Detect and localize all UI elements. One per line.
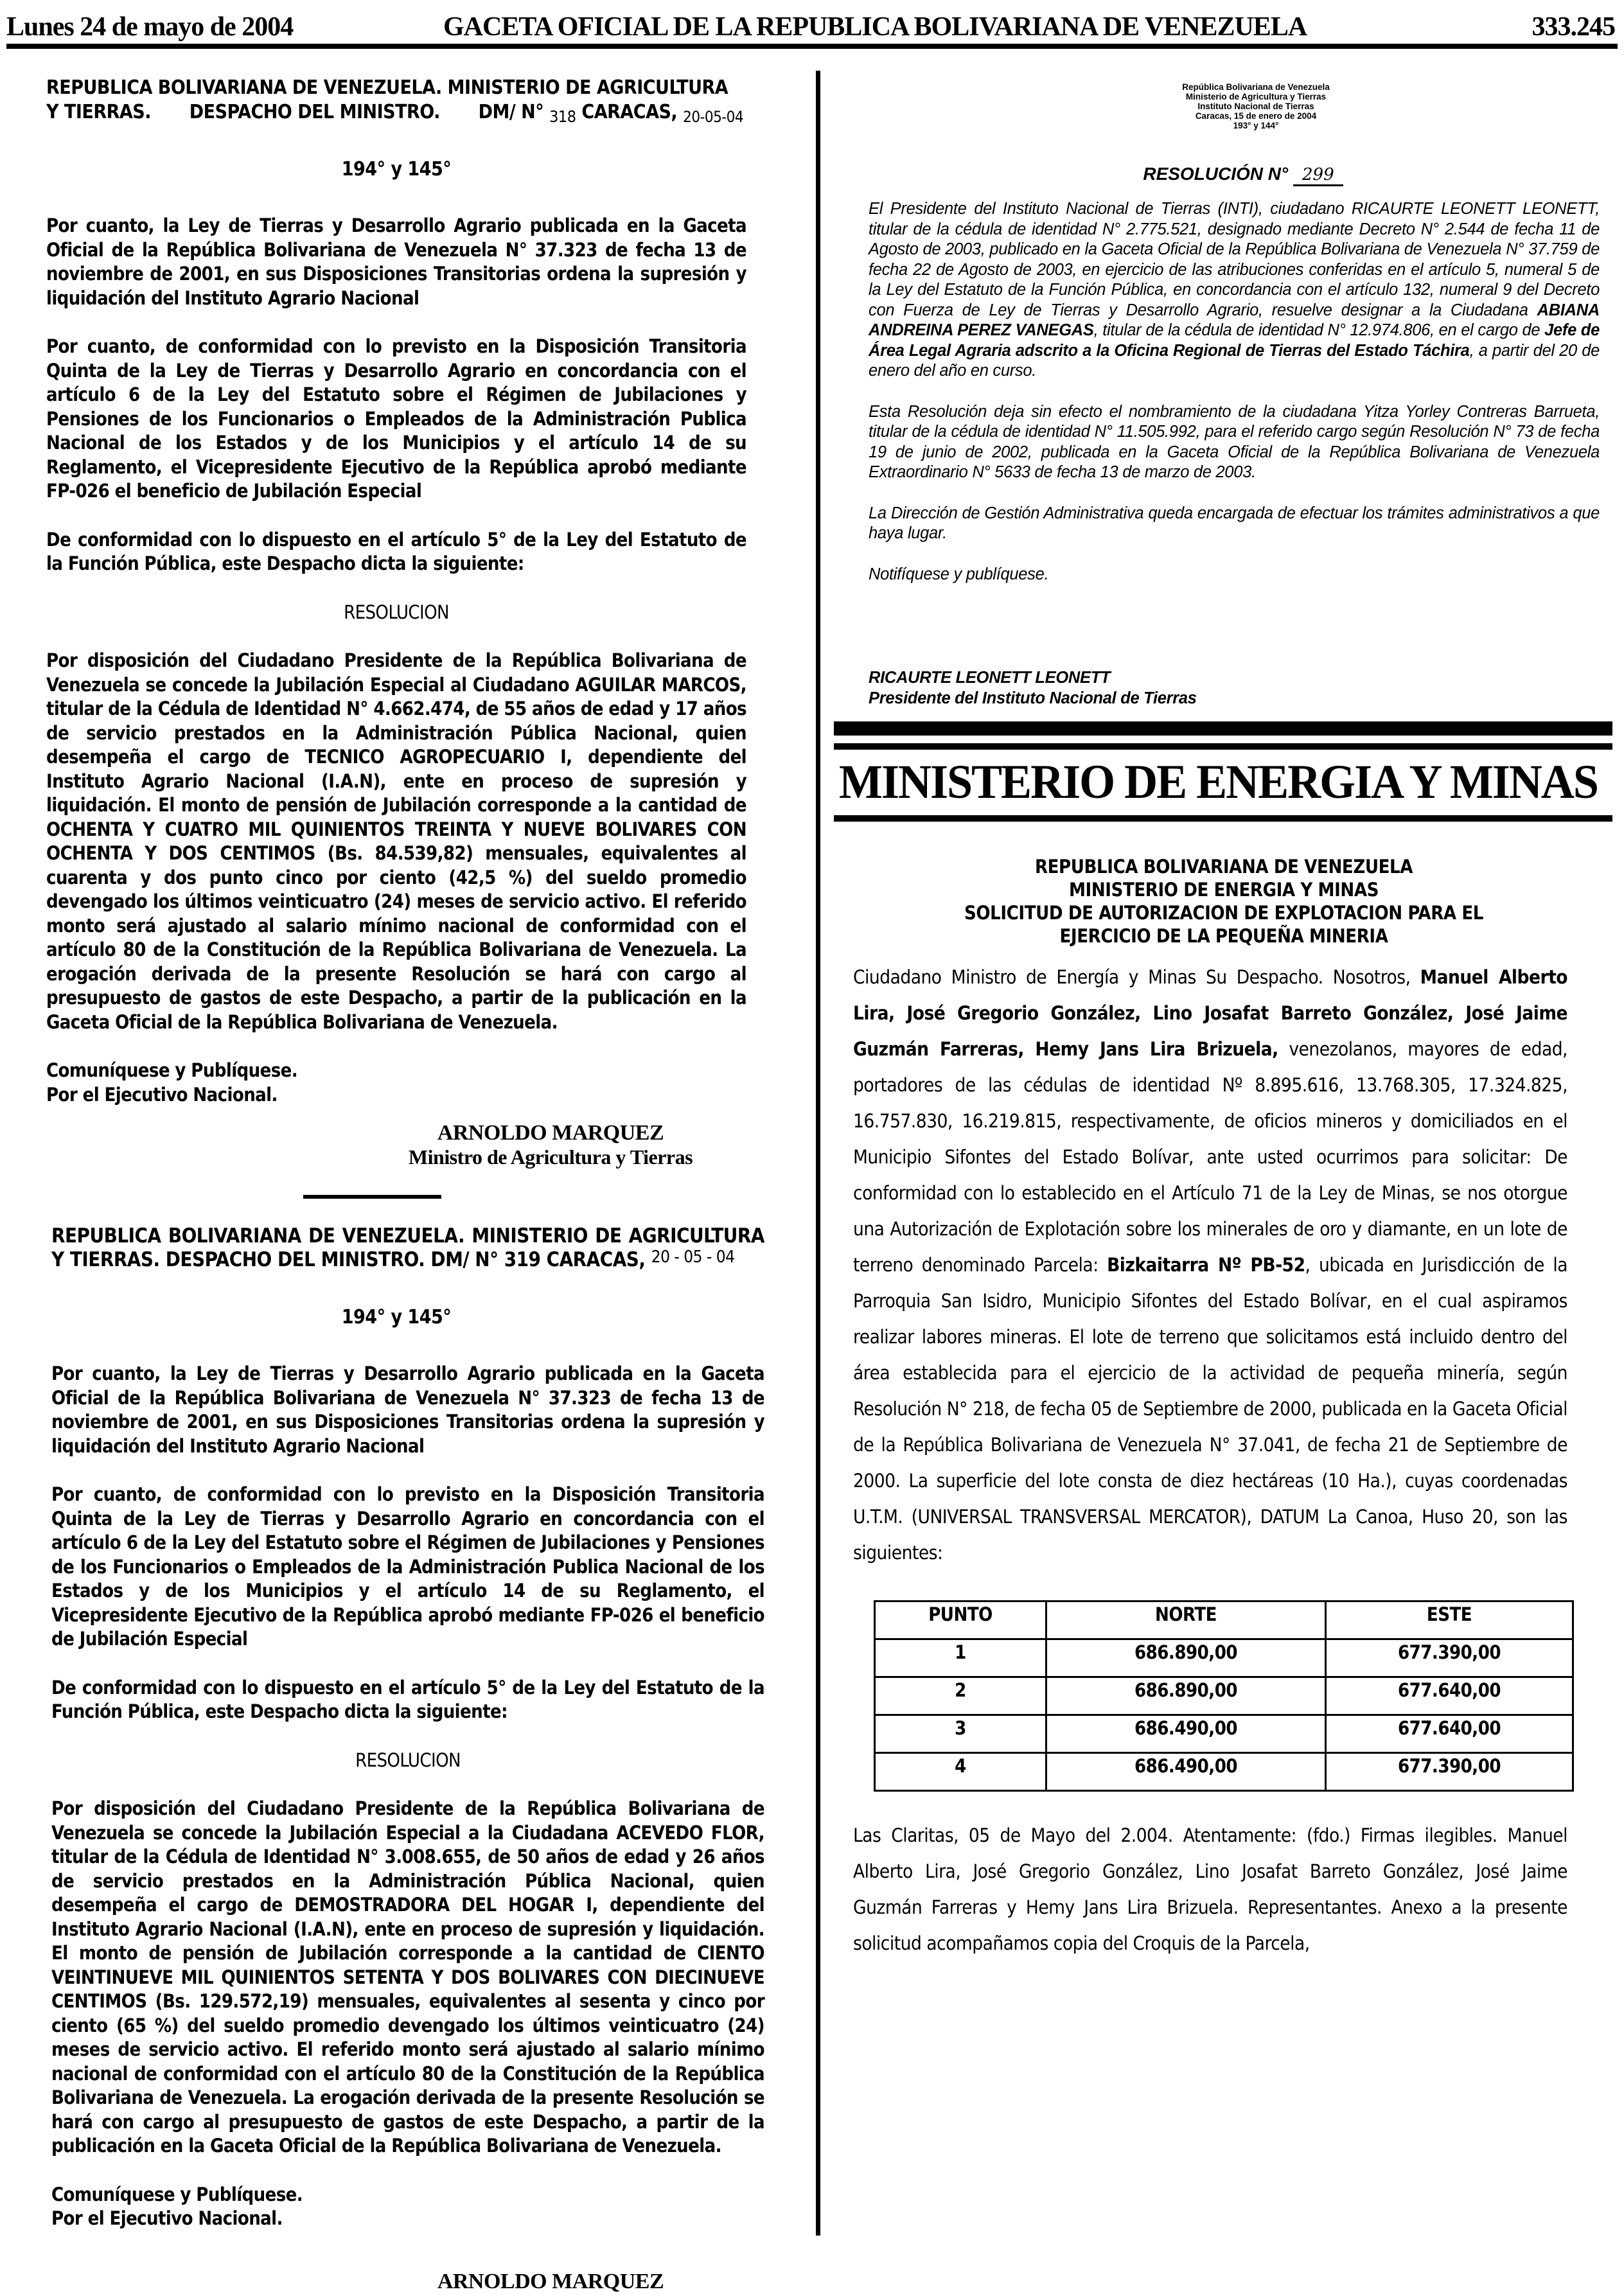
seal-line: Instituto Nacional de Tierras [1197, 101, 1314, 111]
resolution-date: 20-05-04 [683, 108, 744, 126]
header-text: REPUBLICA BOLIVARIANA DE VENEZUELA. MINISTERIO DE AGRICULTURA Y TIERRAS. DESPACHO DEL MINISTRO. [51, 1224, 764, 1271]
resolution-title [887, 164, 1600, 186]
dm-number: 318 [549, 107, 576, 126]
table-header-row [875, 1601, 1573, 1639]
cell-este: 677.390,00 [1326, 1753, 1573, 1791]
header-part: DESPACHO DEL MINISTRO. [189, 101, 440, 123]
paragraph: Por cuanto, la Ley de Tierras y Desarrollo Agrario publicada en la Gaceta Oficial de la República Bolivariana de Venezuela N° 37.323 de fecha 13 de noviembre de 2001, en sus Disposiciones Transitorias ordena la supresión y liquidación del Instituto Agrario Nacional [46, 215, 746, 309]
ministry-title: MINISTERIO DE ENERGIA Y MINAS [839, 755, 1598, 809]
inti-resolution [848, 82, 1600, 709]
paragraph: Notifíquese y publíquese. [869, 565, 1049, 583]
paragraph [853, 959, 1567, 1571]
request-heading [848, 855, 1600, 948]
heading-line: MINISTERIO DE ENERGIA Y MINAS [1068, 879, 1379, 901]
table-row [875, 1639, 1573, 1677]
text-run: venezolanos, mayores de edad, portadores de las cédulas de identidad Nº 8.895.616, 13.768.305, 17.324.825, 16.757.830, 16.219.815, respectivamente, de oficios mineros y domiciliados en el Municipio Sifontes del Estado Bolívar, ante usted ocurrimos para solicitar: De conformidad con lo establecido en el Artículo 71 de la Ley de Minas, se nos otorgue una Autorización de Explotación sobre los minerales de oro y diamante, en un lote de terreno denominado Parcela: [853, 1038, 1567, 1276]
cell-punto: 3 [875, 1715, 1046, 1753]
heading-line: EJERCICIO DE LA PEQUEÑA MINERIA [1059, 925, 1388, 947]
header-dm: DM/ N° 319 CARACAS, [430, 1248, 646, 1271]
banner-rule [834, 743, 1612, 750]
applicant-names: Manuel Alberto Lira, José Gregorio González, Lino Josafat Barreto González, José Jaime Guzmán Farreras, Hemy Jans Lira Brizuela, [853, 966, 1567, 1060]
resolution-318 [46, 76, 746, 1199]
column-header: NORTE [1046, 1601, 1326, 1639]
appointee-name: ABIANA ANDREINA PEREZ VANEGAS [869, 301, 1600, 339]
cell-norte: 686.890,00 [1046, 1639, 1326, 1677]
resolution-heading: RESOLUCION [344, 601, 449, 623]
resolution-header [46, 1224, 764, 1273]
banner-rule [834, 721, 1612, 736]
header-line [46, 100, 746, 125]
resolution-header [46, 76, 746, 125]
signer-role: Presidente del Instituto Nacional de Tierras [869, 689, 1197, 707]
cell-este: 677.640,00 [1326, 1715, 1573, 1753]
text-run: El Presidente del Instituto Nacional de Tierras (INTI), ciudadano RICAURTE LEONETT LEONETT, titular de la cédula de identidad N° 2.775.521, designado mediante Decreto N° 2.544 de fecha 11 de Agosto de 2003, publicado en la Gaceta Oficial de la República Bolivariana de Venezuela N° 37.759 de fecha 22 de Agosto de 2003, en ejercicio de las atribuciones conferidas en el artículo 5, numeral 5 de la Ley del Estatuto de la Función Pública, en concordancia con el artículo 132, numeral 9 del Decreto con Fuerza de Ley de Tierras y Desarrollo Agrario, resuelve designar a la Ciudadana [869, 200, 1600, 319]
cell-norte: 686.890,00 [1046, 1677, 1326, 1715]
gazette-title: GACETA OFICIAL DE LA REPUBLICA BOLIVARIANA DE VENEZUELA [443, 12, 1307, 42]
header-part: DM/ N° [478, 101, 544, 123]
table-row [875, 1715, 1573, 1753]
header-part: Y TIERRAS. [46, 101, 151, 123]
section-banner [834, 721, 1612, 822]
table-row [875, 1677, 1573, 1715]
institution-seal [912, 82, 1600, 130]
column-header: PUNTO [875, 1601, 1046, 1639]
seal-line: 193° y 144° [1233, 121, 1279, 130]
parcel-name: Bizkaitarra Nº PB-52 [1107, 1254, 1305, 1276]
resolution-number: 299 [1293, 165, 1343, 186]
cell-punto: 2 [875, 1677, 1046, 1715]
left-column [46, 71, 764, 2294]
paragraph: Por disposición del Ciudadano Presidente de la República Bolivariana de Venezuela se concede la Jubilación Especial a la Ciudadana ACEVEDO FLOR, titular de la Cédula de Identidad N° 3.008.655, de 50 años de edad y 26 años de servicio prestados en la Administración Pública Nacional, quien desempeña el cargo de DEMOSTRADORA DEL HOGAR I, dependiente del Instituto Agrario Nacional (I.A.N), ente en proceso de supresión y liquidación. El monto de pensión de Jubilación corresponde a la cantidad de CIENTO VEINTINUEVE MIL QUINIENTOS SETENTA Y DOS BOLIVARES CON DIECINUEVE CENTIMOS (Bs. 129.572,19) mensuales, equivalentes al sesenta y cinco por ciento (65 %) del sueldo promedio devengado los últimos veinticuatro (24) meses de servicio activo. El referido monto será ajustado al salario mínimo nacional de conformidad con el artículo 80 de la Constitución de la República Bolivariana de Venezuela. La erogación derivada de la presente Resolución se hará con cargo al presupuesto de gastos de este Despacho, a partir de la publicación en la Gaceta Oficial de la República Bolivariana de Venezuela. [51, 1797, 764, 2157]
seal-line: Caracas, 15 de enero de 2004 [1195, 111, 1317, 121]
body-text [869, 199, 1600, 709]
closing-line: Comuníquese y Publíquese. [51, 2183, 303, 2205]
right-column [839, 71, 1600, 1961]
closing-line: Por el Ejecutivo Nacional. [51, 2207, 283, 2229]
table-row [875, 1753, 1573, 1791]
paragraph: Por disposición del Ciudadano Presidente de la República Bolivariana de Venezuela se concede la Jubilación Especial al Ciudadano AGUILAR MARCOS, titular de la Cédula de Identidad N° 4.662.474, de 55 años de edad y 17 años de servicio prestados en la Administración Pública Nacional, quien desempeña el cargo de TECNICO AGROPECUARIO I, dependiente del Instituto Agrario Nacional (I.A.N), ente en proceso de supresión y liquidación. El monto de pensión de Jubilación corresponde a la cantidad de OCHENTA Y CUATRO MIL QUINIENTOS TREINTA Y NUEVE BOLIVARES CON OCHENTA Y DOS CENTIMOS (Bs. 84.539,82) mensuales, equivalentes al cuarenta y dos punto cinco por ciento (42,5 %) del sueldo promedio devengado los últimos veinticuatro (24) meses de servicio activo. El referido monto será ajustado al salario mínimo nacional de conformidad con el artículo 80 de la Constitución de la República Bolivariana de Venezuela. La erogación derivada de la presente Resolución se hará con cargo al presupuesto de gastos de este Despacho, a partir de la publicación en la Gaceta Oficial de la República Bolivariana de Venezuela. [46, 649, 746, 1033]
signer-name: ARNOLDO MARQUEZ [437, 1121, 664, 1145]
cell-norte: 686.490,00 [1046, 1753, 1326, 1791]
text-run: , titular de la cédula de identidad N° 12.974.806, en el cargo de [1093, 321, 1545, 339]
signer-name: ARNOLDO MARQUEZ [437, 2269, 664, 2293]
header-part: CARACAS, [581, 101, 678, 123]
separator-rule [303, 1195, 441, 1199]
paragraph: De conformidad con lo dispuesto en el artículo 5° de la Ley del Estatuto de la Función Pública, este Despacho dicta la siguiente: [51, 1676, 764, 1722]
text-run: , ubicada en Jurisdicción de la Parroquia San Isidro, Municipio Sifontes del Estado Bolívar, en el cual aspiramos realizar labores mineras. El lote de terreno que solicitamos está incluido dentro del área establecida para el ejercicio de la actividad de pequeña minería, según Resolución N° 218, de fecha 05 de Septiembre de 2000, publicada en la Gaceta Oficial de la República Bolivariana de Venezuela N° 37.041, de fecha 21 de Septiembre de 2000. La superficie del lote consta de diez hectáreas (10 Ha.), cuyas coordenadas U.T.M. (UNIVERSAL TRANSVERSAL MERCATOR), DATUM La Canoa, Huso 20, son las siguientes: [853, 1254, 1567, 1564]
appointed-post: Jefe de Área Legal Agraria adscrito a la Oficina Regional de Tierras del Estado Táchira [869, 321, 1600, 360]
masthead-rule [6, 44, 1618, 49]
paragraph: Esta Resolución deja sin efecto el nombramiento de la ciudadana Yitza Yorley Contreras Barrueta, titular de la cédula de identidad N° 11.505.992, para el referido cargo según Resolución N° 73 de fecha 19 de junio de 2002, publicada en la Gaceta Oficial de la República Bolivariana de Venezuela Extraordinario N° 5633 de fecha 13 de marzo de 2003. [869, 402, 1600, 481]
issue-date: Lunes 24 de mayo de 2004 [6, 12, 294, 42]
cell-punto: 1 [875, 1639, 1046, 1677]
paragraph [869, 199, 1600, 382]
years-line: 194° y 145° [341, 1306, 452, 1328]
body-text [46, 214, 746, 1107]
seal-line: República Bolivariana de Venezuela [1182, 82, 1330, 92]
coordinates-table [874, 1600, 1574, 1792]
signer-name: RICAURTE LEONETT LEONETT [869, 669, 1111, 687]
column-divider [816, 71, 820, 2236]
text-run: Ciudadano Ministro de Energía y Minas Su Despacho. Nosotros, [853, 966, 1420, 988]
paragraph: Por cuanto, la Ley de Tierras y Desarrollo Agrario publicada en la Gaceta Oficial de la República Bolivariana de Venezuela N° 37.323 de fecha 13 de noviembre de 2001, en sus Disposiciones Transitorias ordena la supresión y liquidación del Instituto Agrario Nacional [51, 1363, 764, 1457]
resolution-heading: RESOLUCION [355, 1749, 461, 1771]
cell-este: 677.390,00 [1326, 1639, 1573, 1677]
paragraph: Las Claritas, 05 de Mayo del 2.004. Atentamente: (fdo.) Firmas ilegibles. Manuel Alberto Lira, José Gregorio González, Lino Josafat Barreto González, José Jaime Guzmán Farreras y Hemy Jans Lira Brizuela. Representantes. Anexo a la presente solicitud acompañamos copia del Croquis de la Parcela, [853, 1824, 1567, 1954]
cell-norte: 686.490,00 [1046, 1715, 1326, 1753]
paragraph: De conformidad con lo dispuesto en el artículo 5° de la Ley del Estatuto de la Función Pública, este Despacho dicta la siguiente: [46, 528, 746, 574]
cell-este: 677.640,00 [1326, 1677, 1573, 1715]
heading-line: SOLICITUD DE AUTORIZACION DE EXPLOTACION PARA EL [964, 902, 1484, 924]
masthead [0, 0, 1624, 51]
years-line: 194° y 145° [341, 158, 452, 181]
resolution-date: 20 - 05 - 04 [651, 1248, 735, 1267]
closing-line: Comuníquese y Publíquese. [46, 1059, 298, 1081]
paragraph: Por cuanto, de conformidad con lo previsto en la Disposición Transitoria Quinta de la Ley de Tierras y Desarrollo Agrario en concordancia con el artículo 6 de la Ley del Estatuto sobre el Régimen de Jubilaciones y Pensiones de los Funcionarios o Empleados de la Administración Publica Nacional de los Estados y de los Municipios y el artículo 14 de su Reglamento, el Vicepresidente Ejecutivo de la República aprobó mediante FP-026 el beneficio de Jubilación Especial [51, 1483, 764, 1650]
resolution-319 [46, 1224, 764, 2294]
closing-line: Por el Ejecutivo Nacional. [46, 1083, 278, 1106]
ministry-section [839, 721, 1600, 1961]
paragraph: Por cuanto, de conformidad con lo previsto en la Disposición Transitoria Quinta de la Ley de Tierras y Desarrollo Agrario en concordancia con el artículo 6 de la Ley del Estatuto sobre el Régimen de Jubilaciones y Pensiones de los Funcionarios o Empleados de la Administración Publica Nacional de los Estados y de los Municipios y el artículo 14 de su Reglamento, el Vicepresidente Ejecutivo de la República aprobó mediante FP-026 el beneficio de Jubilación Especial [46, 335, 746, 502]
heading-line: REPUBLICA BOLIVARIANA DE VENEZUELA [1034, 856, 1413, 878]
page-number: 333.245 [1531, 12, 1615, 42]
header-line: REPUBLICA BOLIVARIANA DE VENEZUELA. MINISTERIO DE AGRICULTURA [46, 76, 728, 99]
seal-line: Ministerio de Agricultura y Tierras [1185, 92, 1327, 101]
signer-role: Ministro de Agricultura y Tierras [408, 1145, 693, 1169]
request-body [853, 959, 1567, 1571]
resolution-label: RESOLUCIÓN N° [1143, 164, 1289, 184]
banner-rule [834, 815, 1612, 822]
request-closing [853, 1817, 1567, 1961]
column-header: ESTE [1326, 1601, 1573, 1639]
text-run: , a partir del 20 de enero del año en curso. [869, 341, 1600, 380]
paragraph: La Dirección de Gestión Administrativa queda encargada de efectuar los trámites administrativos a que haya lugar. [869, 504, 1600, 542]
cell-punto: 4 [875, 1753, 1046, 1791]
body-text [46, 1362, 764, 2231]
